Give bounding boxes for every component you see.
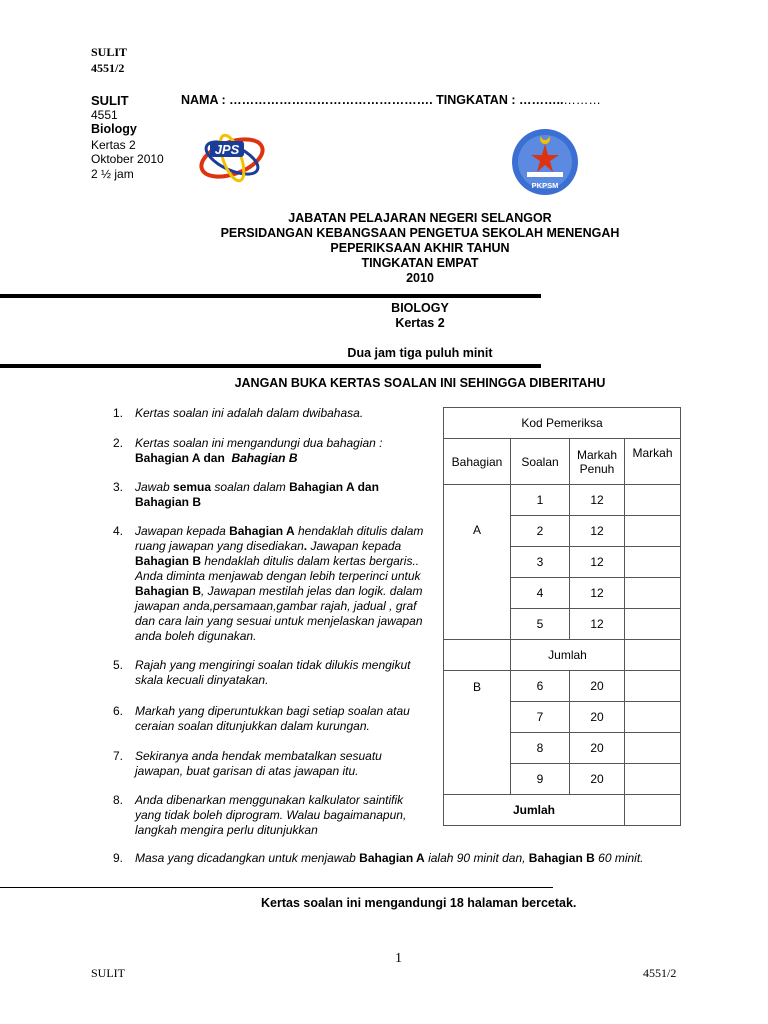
section-a-label: A [444, 485, 511, 640]
name-field [181, 93, 601, 107]
full-mark-cell: 20 [570, 764, 625, 795]
exam-subject: BIOLOGY [391, 301, 449, 315]
mark-input-cell[interactable] [625, 671, 681, 702]
title-exam: PEPERIKSAAN AKHIR TAHUN [330, 241, 510, 255]
table-row: 9 [511, 764, 570, 795]
section-a-blank [444, 640, 511, 671]
section-a-total-label: Jumlah [511, 640, 625, 671]
jps-logo-text: JPS [214, 142, 240, 157]
mark-input-cell[interactable] [625, 516, 681, 547]
pkpsm-logo-text: PKPSM [531, 181, 559, 190]
full-mark-cell: 12 [570, 578, 625, 609]
form-label: TINGKATAN : ……….. [436, 93, 564, 107]
exam-time: Dua jam tiga puluh minit [347, 346, 493, 360]
full-mark-cell: 12 [570, 547, 625, 578]
mark-input-cell[interactable] [625, 702, 681, 733]
title-year: 2010 [406, 271, 434, 285]
header-question: Soalan [511, 439, 570, 485]
page-number: 1 [395, 951, 402, 966]
table-row: 7 [511, 702, 570, 733]
header-section: Bahagian [444, 439, 511, 485]
table-row: 2 [511, 516, 570, 547]
page-count-note: Kertas soalan ini mengandungi 18 halaman bercetak. [261, 896, 577, 910]
mark-input-cell[interactable] [625, 485, 681, 516]
footer-sulit: SULIT [91, 966, 125, 980]
title-form: TINGKATAN EMPAT [361, 256, 479, 270]
header-full-marks: Markah Penuh [570, 439, 625, 485]
mark-input-cell[interactable] [625, 547, 681, 578]
full-mark-cell: 12 [570, 609, 625, 640]
pkpsm-logo [511, 128, 579, 196]
grand-total-cell[interactable] [625, 795, 681, 826]
subject-code: 4551 [91, 108, 118, 122]
exam-duration: 2 ½ jam [91, 167, 134, 181]
form-dots: ……… [563, 93, 601, 107]
divider-middle [0, 364, 541, 368]
examiner-table [443, 407, 681, 826]
mark-input-cell[interactable] [625, 578, 681, 609]
mark-input-cell[interactable] [625, 609, 681, 640]
title-department: JABATAN PELAJARAN NEGERI SELANGOR [288, 211, 552, 225]
mark-input-cell[interactable] [625, 733, 681, 764]
grand-total-label: Jumlah [444, 795, 625, 826]
footer-code: 4551/2 [643, 966, 677, 980]
title-conference: PERSIDANGAN KEBANGSAAN PENGETUA SEKOLAH MENENGAH [220, 226, 620, 240]
footer-divider [0, 887, 553, 888]
full-mark-cell: 12 [570, 485, 625, 516]
mark-input-cell[interactable] [625, 764, 681, 795]
table-row: 6 [511, 671, 570, 702]
table-row: 3 [511, 547, 570, 578]
subject-name: Biology [91, 122, 137, 136]
exam-paper: Kertas 2 [395, 316, 445, 330]
sulit-label: SULIT [91, 93, 129, 108]
divider-top [0, 294, 541, 298]
table-row: 1 [511, 485, 570, 516]
table-row: 8 [511, 733, 570, 764]
section-a-total-cell[interactable] [625, 640, 681, 671]
full-mark-cell: 12 [570, 516, 625, 547]
sulit-top-label: SULIT [91, 45, 128, 59]
jps-logo [196, 125, 268, 191]
name-label: NAMA : …………………………………………. [181, 93, 433, 107]
full-mark-cell: 20 [570, 733, 625, 764]
table-row: 4 [511, 578, 570, 609]
exam-warning: JANGAN BUKA KERTAS SOALAN INI SEHINGGA DIBERITAHU [234, 376, 606, 390]
table-row: 5 [511, 609, 570, 640]
paper-number: Kertas 2 [91, 138, 136, 152]
paper-code-top: 4551/2 [91, 61, 125, 75]
full-mark-cell: 20 [570, 702, 625, 733]
section-b-label: B [444, 671, 511, 795]
table-title: Kod Pemeriksa [444, 408, 681, 439]
full-mark-cell: 20 [570, 671, 625, 702]
exam-date: Oktober 2010 [91, 152, 164, 166]
header-marks: Markah [625, 439, 681, 485]
